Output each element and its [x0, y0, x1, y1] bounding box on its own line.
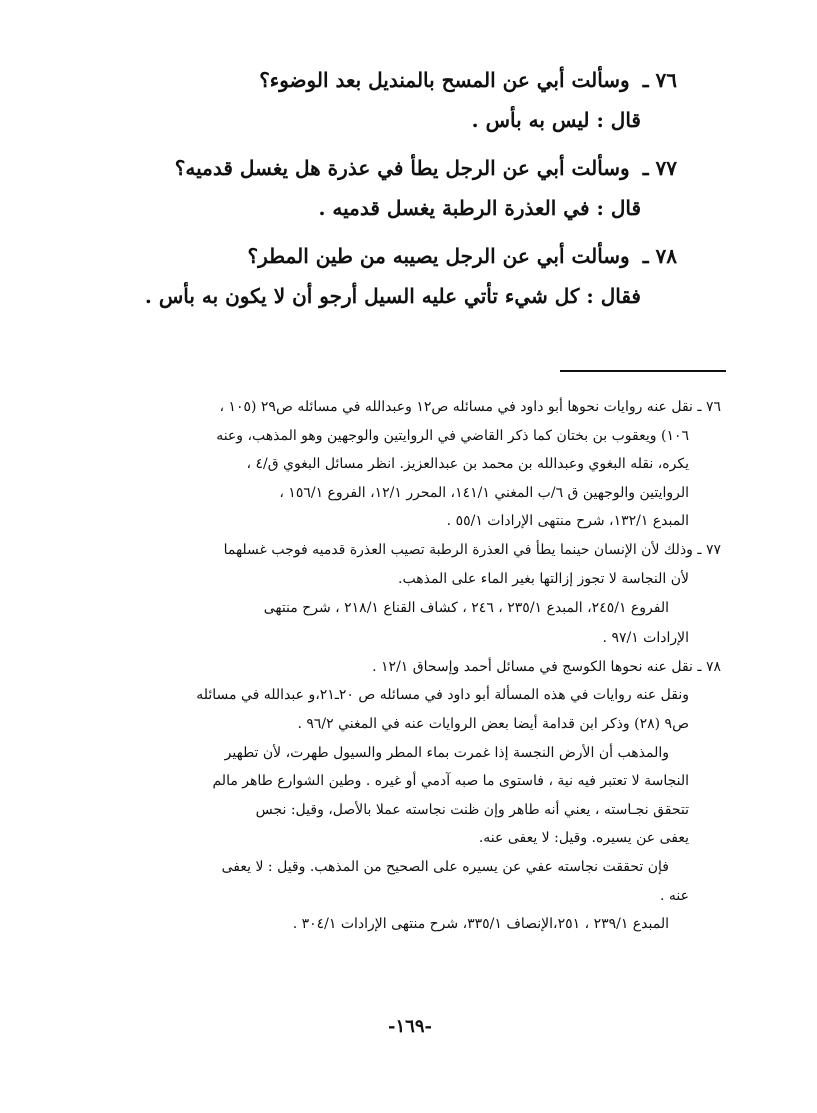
footnote-line — [101, 653, 721, 682]
footnote-line: ١٠٦) ويعقوب بن بختان كما ذكر القاضي في الروايتين والوجهين وهو المذهب، وعنه — [216, 427, 689, 444]
footnote-line: يعفى عن يسيره. وقيل: لا يعفى عنه. — [478, 830, 689, 847]
question-body: وسألت أبي عن المسح بالمنديل بعد الوضوء؟ — [259, 68, 630, 92]
footnote-number: ٧٦ ـ — [697, 399, 721, 415]
question-text — [117, 148, 677, 188]
footnote-76 — [101, 393, 721, 536]
question-number: ٧٦ ـ — [642, 68, 677, 92]
footnote-text: نقل عنه نحوها الكوسج في مسائل أحمد وإسحاق ١٢/١ . — [372, 658, 693, 675]
footnotes — [101, 393, 721, 939]
question-body: وسألت أبي عن الرجل يصيبه من طين المطر؟ — [247, 244, 630, 268]
question-76 — [117, 60, 677, 140]
footnote-line: الفروع ٢٤٥/١، المبدع ٢٣٥/١ ، ٢٤٦ ، كشاف القناع ٢١٨/١ ، شرح منتهى — [263, 600, 669, 617]
footnote-line: تتحقق نجـاسته ، يعني أنه طاهر وإن ظنت نجاسته عملا بالأصل، وقيل: نجس — [255, 801, 689, 818]
answer-text: قال : في العذرة الرطبة يغسل قدميه . — [318, 196, 641, 220]
footnote-line: المبدع ١٣٢/١، شرح منتهى الإرادات ٥٥/١ . — [446, 513, 689, 530]
footnote-text: نقل عنه روايات نحوها أبو داود في مسائله ص١٢ وعبدالله في مسائله ص٢٩ (١٠٥ ، — [219, 399, 693, 415]
footnote-separator — [560, 370, 726, 372]
question-text — [117, 236, 677, 276]
footnote-text: وذلك لأن الإنسان حينما يطأ في العذرة الرطبة تصيب العذرة قدميه فوجب غسلهما — [223, 541, 693, 558]
footnote-line: لأن النجاسة لا تجوز إزالتها بغير الماء على المذهب. — [398, 570, 689, 587]
footnote-line: الروايتين والوجهين ق ٦/ب المغني ١٤١/١، المحرر ١٢/١، الفروع ١٥٦/١ ، — [279, 484, 689, 501]
question-number: ٧٨ ـ — [642, 244, 677, 268]
footnote-line: يكره، نقله البغوي وعبدالله بن محمد بن عبدالعزيز. انظر مسائل البغوي ق/٤ ، — [246, 456, 689, 473]
question-78 — [117, 236, 677, 316]
footnote-line: ص٩ (٢٨) وذكر ابن قدامة أيضا بعض الروايات عنه في المغني ٩٦/٢ . — [297, 715, 689, 732]
footnote-line: الإرادات ٩٧/١ . — [602, 630, 689, 647]
question-77 — [117, 148, 677, 228]
question-text — [117, 60, 677, 100]
footnote-77 — [101, 536, 721, 653]
footnote-line — [101, 393, 721, 422]
answer-text: قال : ليس به بأس . — [471, 108, 641, 132]
question-number: ٧٧ ـ — [642, 156, 677, 180]
footnote-number: ٧٨ ـ — [697, 658, 721, 675]
footnote-line: النجاسة لا تعتبر فيه نية ، فاستوى ما صبه آدمي أو غيره . وطين الشوارع طاهر مالم — [212, 773, 689, 790]
footnote-line — [101, 536, 721, 565]
footnote-line: ونقل عنه روايات في هذه المسألة أبو داود في مسائله ص ٢٠ـ٢١،و عبدالله في مسائله — [196, 687, 689, 704]
page-number: -١٦٩- — [388, 1016, 432, 1037]
footnote-line: والمذهب أن الأرض النجسة إذا غمرت بماء المطر والسيول طهرت، لأن تطهير — [224, 744, 669, 761]
footnote-78 — [101, 653, 721, 939]
answer-text: فقال : كل شيء تأتي عليه السيل أرجو أن لا يكون به بأس . — [144, 284, 641, 308]
footnote-line: عنه . — [660, 887, 689, 904]
question-body: وسألت أبي عن الرجل يطأ في عذرة هل يغسل قدميه؟ — [174, 156, 630, 180]
footnote-number: ٧٧ ـ — [697, 541, 721, 558]
footnote-line: المبدع ٢٣٩/١ ، ٢٥١،الإنصاف ٣٣٥/١، شرح منتهى الإرادات ٣٠٤/١ . — [292, 916, 669, 933]
footnote-line: فإن تحققت نجاسته عفي عن يسيره على الصحيح من المذهب. وقيل : لا يعفى — [221, 858, 669, 875]
